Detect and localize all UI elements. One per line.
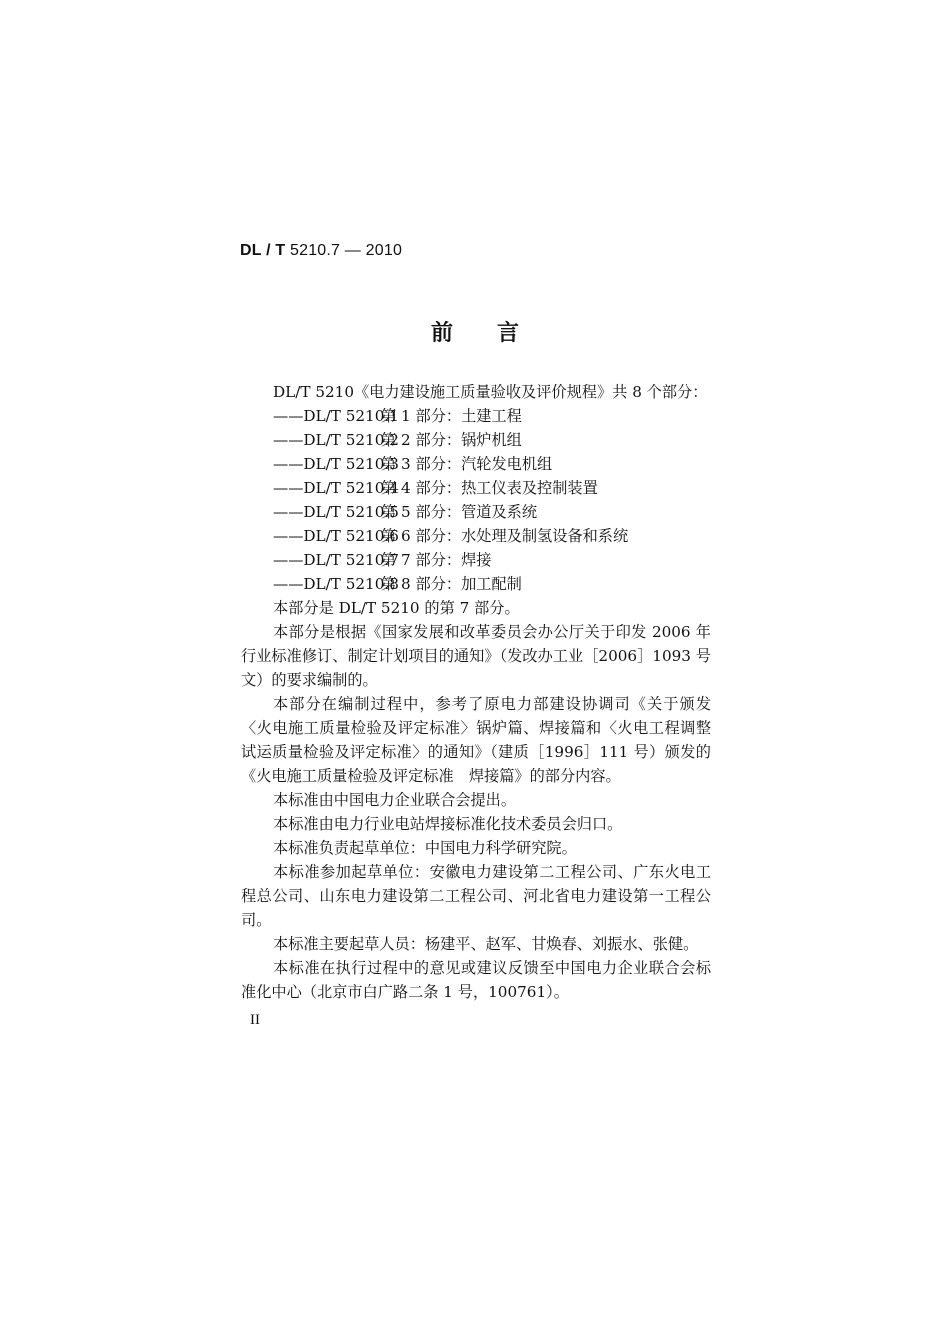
part-label: 第 8 部分：加工配制 (381, 575, 522, 593)
part-list-item (241, 524, 711, 548)
part-code: ——DL/T 5210.4 (273, 479, 399, 497)
part-code: ——DL/T 5210.3 (273, 455, 399, 473)
part-label: 第 2 部分：锅炉机组 (381, 431, 522, 449)
paragraph-references: 本部分在编制过程中，参考了原电力部建设协调司《关于颁发〈火电施工质量检验及评定标准〉锅炉篇、焊接篇和〈火电工程调整试运质量检验及评定标准〉的通知》（建质［1996］111 号）颁发的《火电施工质量检验及评定标准 焊接篇》的部分内容。 (241, 695, 711, 785)
part-code: ——DL/T 5210.7 (273, 551, 399, 569)
paragraph-part-number: 本部分是 DL/T 5210 的第 7 部分。 (273, 599, 520, 617)
part-label: 第 4 部分：热工仪表及控制装置 (381, 479, 598, 497)
paragraph-feedback: 本标准在执行过程中的意见或建议反馈至中国电力企业联合会标准化中心（北京市白广路二条 1 号，100761）。 (241, 959, 711, 1001)
paragraph-participating-drafters: 本标准参加起草单位：安徽电力建设第二工程公司、广东火电工程总公司、山东电力建设第二工程公司、河北省电力建设第一工程公司。 (241, 863, 711, 929)
part-code: ——DL/T 5210.6 (273, 527, 399, 545)
part-list-item (241, 572, 711, 596)
part-label: 第 7 部分：焊接 (381, 551, 492, 569)
part-label: 第 6 部分：水处理及制氢设备和系统 (381, 527, 629, 545)
part-list-item (241, 500, 711, 524)
part-code: ——DL/T 5210.5 (273, 503, 399, 521)
part-label: 第 1 部分：土建工程 (381, 407, 522, 425)
part-list-item (241, 548, 711, 572)
intro-paragraph: DL/T 5210《电力建设施工质量验收及评价规程》共 8 个部分： (273, 383, 708, 401)
paragraph-basis: 本部分是根据《国家发展和改革委员会办公厅关于印发 2006 年行业标准修订、制定计划项目的通知》（发改办工业［2006］1093 号文）的要求编制的。 (241, 623, 711, 689)
part-label: 第 5 部分：管道及系统 (381, 503, 538, 521)
document-code-number: 5210.7 — 2010 (290, 242, 403, 259)
document-code (240, 242, 402, 260)
paragraph-main-drafters: 本标准主要起草人员：杨建平、赵军、甘焕春、刘振水、张健。 (273, 935, 699, 953)
part-code: ——DL/T 5210.8 (273, 575, 399, 593)
part-list-item (241, 428, 711, 452)
foreword-body (241, 380, 711, 1004)
page-number: II (250, 1012, 260, 1028)
part-code: ——DL/T 5210.2 (273, 431, 399, 449)
part-code: ——DL/T 5210.1 (273, 407, 399, 425)
part-label: 第 3 部分：汽轮发电机组 (381, 455, 553, 473)
part-list-item (241, 404, 711, 428)
paragraph-proposer: 本标准由中国电力企业联合会提出。 (273, 791, 516, 809)
part-list-item (241, 452, 711, 476)
document-code-prefix: DL / T (240, 242, 286, 259)
part-list-item (241, 476, 711, 500)
paragraph-centralized-by: 本标准由电力行业电站焊接标准化技术委员会归口。 (273, 815, 623, 833)
page-title: 前言 (430, 321, 563, 346)
paragraph-lead-drafter: 本标准负责起草单位：中国电力科学研究院。 (273, 839, 577, 857)
